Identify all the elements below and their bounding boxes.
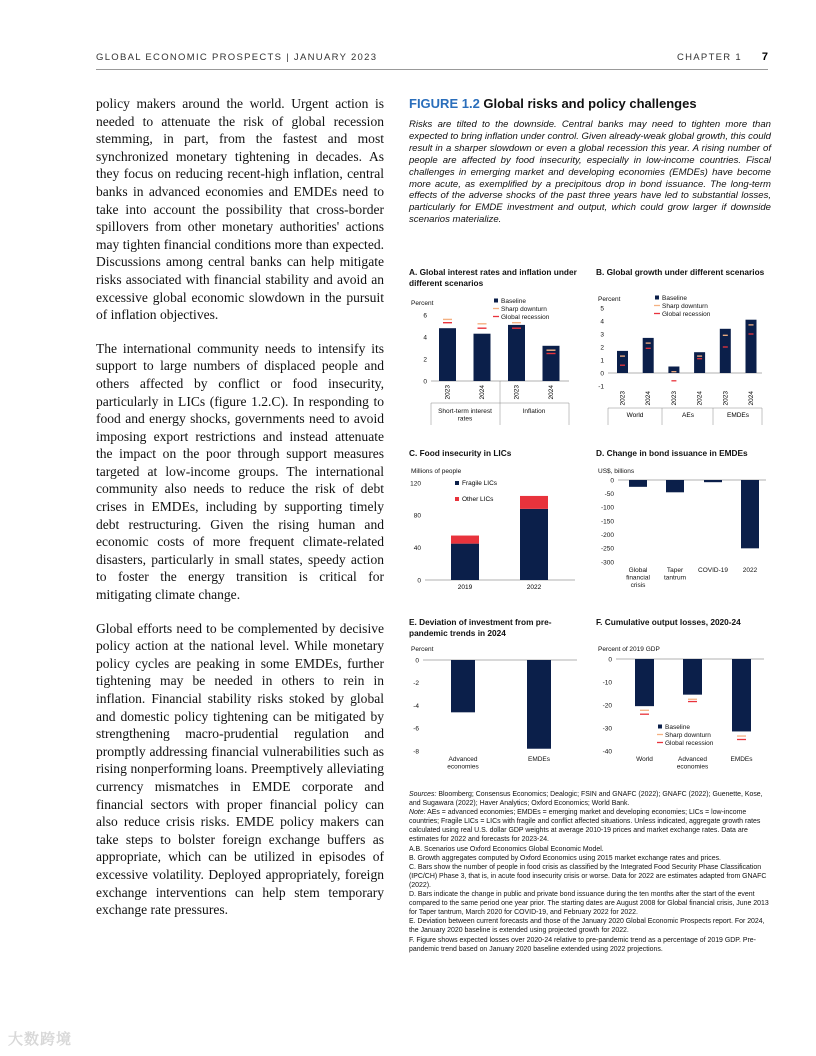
figure-title-text: Global risks and policy challenges bbox=[483, 96, 697, 111]
y-tick-label: -50 bbox=[604, 490, 614, 498]
note-text: E. Deviation between current forecasts and those of the January 2020 Global Economic Prospects report. For 2024, the January 2020 baseline is extended using projected growth for 2022. bbox=[409, 918, 765, 935]
bar-other-lics bbox=[520, 496, 548, 509]
group-label: Inflation bbox=[522, 408, 546, 415]
y-tick-label: 0 bbox=[608, 656, 612, 664]
running-header bbox=[96, 52, 768, 66]
bar-baseline bbox=[746, 320, 757, 373]
figure-label: FIGURE 1.2 bbox=[409, 96, 480, 111]
paragraph: Global efforts need to be complemented by decisive policy action at the national level. While monetary policy cycles are peaking in some EMDEs, further tightening may be needed in others to rein in inflation. Financial stability risks stoked by global and domestic policy tightening can be mitigated by strengthening macro-prudential regulation and promptly addressing financial vulnerabilities such as rising nonperforming loans. Preemptively alleviating currency mismatches in EMDE corporate and financial sectors with proper financial policy can also reduce crisis risks. EMDE policy makers can take steps to bolster foreign exchange buffers as appropriate, which can be utilized in episodes of excessive volatility. Deployed appropriately, foreign exchange interventions can help stem temporary exchange rate pressures. bbox=[96, 620, 384, 918]
bar-bond-issuance bbox=[666, 480, 684, 492]
paragraph: policy makers around the world. Urgent action is needed to attenuate the risk of global recession stemming, in part, from the fastest and most synchronized monetary tightening in decades. As they focus on reducing recent-high inflation, central banks in advanced economies and EMDEs need to take into account the possibility that cross-border spillovers from other monetary authorities' actions may tighten financial conditions more than expected. Discussions among central banks can help mitigate risks associated with financial stability and avoid an excessive global economic slowdown in the pursuit of inflation objectives. bbox=[96, 96, 384, 323]
legend-label: Baseline bbox=[501, 298, 526, 305]
panel-title: D. Change in bond issuance in EMDEs bbox=[596, 448, 748, 458]
x-tick-label: 2022 bbox=[742, 567, 758, 574]
note-text: F. Figure shows expected losses over 2020-24 relative to pre-pandemic trend as a percentage of 2019 GDP. Pre-pandemic trend based on January 2020 baseline extended using 2022 projections. bbox=[409, 936, 756, 953]
header-rule bbox=[96, 69, 768, 70]
bar-fragile-lics bbox=[451, 544, 479, 580]
bar-investment-deviation bbox=[527, 660, 551, 749]
legend-label: Sharp downturn bbox=[665, 732, 711, 739]
note-text: C. Bars show the number of people in food crisis as classified by the Integrated Food Security Phase Classification (IPC/CH) Phase 3, that is, in acute food insecurity crisis or worse. Data for 2022 are estimates adapted from GNAFC (2022). bbox=[409, 863, 767, 889]
bar-baseline bbox=[683, 659, 702, 695]
figure-1-2 bbox=[409, 96, 771, 226]
bar-bond-issuance bbox=[741, 480, 759, 548]
note-line bbox=[409, 854, 771, 863]
legend-label: Other LICs bbox=[462, 496, 494, 503]
y-tick-label: 6 bbox=[423, 312, 427, 320]
watermark: 大数跨境 bbox=[8, 1031, 73, 1048]
chart-d bbox=[596, 466, 776, 601]
figure-notes bbox=[409, 790, 771, 954]
note-text: AEs = advanced economies; EMDEs = emerging market and developing economies; LICs = low-income countries; Fragile LICs = LICs with fragile and conflict affected situations. Unless indicated, aggregate growth rates calculated using real U.S. dollar GDP weights at average 2010-19 prices and market exchange rates. Data are estimates for 2022 and forecasts for 2023-24. bbox=[409, 809, 761, 844]
chart-e bbox=[409, 645, 589, 785]
group-label: AEs bbox=[682, 412, 694, 419]
panel-title: A. Global interest rates and inflation under different scenarios bbox=[409, 267, 577, 288]
y-tick-label: -100 bbox=[600, 504, 614, 512]
panel-b bbox=[596, 267, 776, 437]
legend-label: Sharp downturn bbox=[501, 306, 547, 313]
panel-e bbox=[409, 617, 589, 782]
note-lead: Sources: bbox=[409, 791, 437, 798]
note-line bbox=[409, 863, 771, 890]
chart-f bbox=[596, 645, 776, 785]
y-tick-label: 4 bbox=[600, 318, 604, 326]
legend-swatch-other bbox=[455, 497, 459, 501]
x-tick-label: Taper tantrum bbox=[663, 567, 687, 582]
bar-baseline bbox=[474, 334, 491, 381]
chapter-label: CHAPTER 1 bbox=[676, 52, 742, 63]
y-tick-label: 0 bbox=[417, 577, 421, 585]
y-tick-label: -2 bbox=[413, 680, 419, 688]
group-label: EMDEs bbox=[726, 412, 750, 419]
bar-baseline bbox=[543, 346, 560, 381]
x-tick-label: 2024 bbox=[479, 385, 486, 400]
y-tick-label: -150 bbox=[600, 518, 614, 526]
y-tick-label: 0 bbox=[600, 370, 604, 378]
note-line bbox=[409, 808, 771, 844]
paragraph: The international community needs to intensify its support to large numbers of displaced people and others affected by conflict or food insecurity, particularly in LICs (figure 1.2.C). In responding to food and energy shocks, governments need to avoid imposing export restrictions and instead attenuate the impact on the poor through support measures targeted at low-income groups. The international community also needs to reduce the risk of debt crises in EMDEs, including by supporting timely debt restructuring. Given the rising human and economic costs of more frequent climate-related disasters, particularly in small states, speedy action to foster the energy transition is critical for mitigating climate change. bbox=[96, 340, 384, 603]
legend-label: Fragile LICs bbox=[462, 480, 498, 487]
note-line bbox=[409, 936, 771, 954]
x-tick-label: 2023 bbox=[444, 385, 452, 400]
y-tick-label: 0 bbox=[423, 378, 427, 386]
legend-label: Global recession bbox=[662, 311, 711, 318]
y-tick-label: -200 bbox=[600, 531, 614, 539]
y-tick-label: 4 bbox=[423, 334, 427, 342]
y-axis-label: Percent bbox=[411, 646, 434, 653]
note-text: Bloomberg; Consensus Economics; Dealogic; FSIN and GNAFC (2022); GNAFC (2022); Guenette, Kose, and Sugawara (2022); Haver Analytics; Oxford Economics; World Bank. bbox=[409, 791, 763, 808]
x-tick-label: 2024 bbox=[748, 391, 755, 406]
panel-title: F. Cumulative output losses, 2020-24 bbox=[596, 617, 741, 627]
bar-baseline bbox=[635, 659, 654, 706]
note-line bbox=[409, 917, 771, 935]
legend-label: Baseline bbox=[665, 724, 690, 731]
x-tick-label: COVID-19 bbox=[698, 567, 728, 574]
panel-a bbox=[409, 267, 589, 437]
panel-title: B. Global growth under different scenarios bbox=[596, 267, 765, 277]
bar-investment-deviation bbox=[451, 660, 475, 712]
y-tick-label: -8 bbox=[413, 748, 419, 756]
x-tick-label: World bbox=[636, 756, 653, 763]
x-tick-label: Global financial crisis bbox=[626, 567, 650, 589]
x-tick-label: 2022 bbox=[526, 584, 542, 591]
note-line bbox=[409, 790, 771, 808]
y-tick-label: 5 bbox=[600, 305, 604, 313]
y-tick-label: -30 bbox=[602, 725, 612, 733]
bar-other-lics bbox=[451, 536, 479, 544]
y-tick-label: -1 bbox=[598, 383, 604, 391]
x-tick-label: 2024 bbox=[696, 391, 704, 406]
note-line bbox=[409, 890, 771, 917]
x-tick-label: 2023 bbox=[619, 391, 627, 406]
y-tick-label: 40 bbox=[413, 544, 421, 552]
y-axis-label: Percent bbox=[411, 300, 434, 307]
x-tick-label: 2023 bbox=[722, 391, 730, 406]
figure-description: Risks are tilted to the downside. Central banks may need to tighten more than expected to bring inflation under control. Given already-weak global growth, this could result in a sharper slowdown or even a global recession this year. A rising number of people are affected by food insecurity, especially in low-income countries. Fiscal challenges in emerging market and developing economies (EMDEs) have become more acute, as exemplified by a precipitous drop in bond issuance. The long-term effects of the adverse shocks of the past three years have led to substantial losses, particularly for EMDE investment and output, which could grow larger if downside scenarios materialize. bbox=[409, 119, 771, 226]
legend-label: Sharp downturn bbox=[662, 303, 708, 310]
y-tick-label: 2 bbox=[600, 344, 604, 352]
panel-d bbox=[596, 448, 776, 598]
note-text: B. Growth aggregates computed by Oxford Economics using 2015 market exchange rates and prices. bbox=[409, 854, 721, 862]
y-axis-label: Percent bbox=[598, 296, 621, 303]
note-text: D. Bars indicate the change in public and private bond issuance during the ten months after the start of the event compared to the same period one year prior. The starting dates are August 2008 for Global financial crisis, June 2013 for Taper tantrum, March 2020 for COVID-19, and February 2022 for 2022. bbox=[409, 891, 769, 917]
legend-label: Baseline bbox=[662, 295, 687, 302]
chart-b bbox=[596, 295, 776, 435]
figure-title bbox=[409, 96, 771, 111]
bar-fragile-lics bbox=[520, 509, 548, 580]
panel-f bbox=[596, 617, 776, 782]
chart-a bbox=[409, 295, 589, 435]
y-axis-label: US$, billions bbox=[598, 468, 635, 475]
chart-c bbox=[409, 466, 589, 601]
y-tick-label: 3 bbox=[600, 331, 604, 339]
panel-title: C. Food insecurity in LICs bbox=[409, 448, 512, 458]
note-lead: Note: bbox=[409, 809, 426, 817]
publication-title: GLOBAL ECONOMIC PROSPECTS | JANUARY 2023 bbox=[96, 52, 378, 63]
panel-title: E. Deviation of investment from pre-pandemic trends in 2024 bbox=[409, 617, 552, 638]
y-axis-label: Millions of people bbox=[411, 468, 462, 475]
y-tick-label: 0 bbox=[415, 657, 419, 665]
group-label: World bbox=[626, 412, 644, 419]
legend-swatch-fragile bbox=[455, 481, 459, 485]
x-tick-label: 2024 bbox=[645, 391, 653, 406]
y-tick-label: -300 bbox=[600, 559, 614, 567]
legend-label: Global recession bbox=[665, 740, 714, 747]
x-tick-label: 2023 bbox=[513, 385, 521, 400]
note-line bbox=[409, 845, 771, 854]
x-tick-label: Advanced economies bbox=[447, 756, 479, 771]
legend-swatch-baseline bbox=[655, 296, 659, 300]
y-tick-label: -250 bbox=[600, 545, 614, 553]
y-tick-label: -20 bbox=[602, 702, 612, 710]
y-tick-label: 120 bbox=[410, 480, 421, 488]
y-tick-label: 0 bbox=[610, 477, 614, 485]
y-tick-label: -6 bbox=[413, 725, 419, 733]
y-tick-label: 2 bbox=[423, 356, 427, 364]
y-tick-label: -10 bbox=[602, 679, 612, 687]
bar-baseline bbox=[617, 351, 628, 373]
bar-bond-issuance bbox=[629, 480, 647, 487]
panel-c bbox=[409, 448, 589, 598]
bar-baseline bbox=[508, 325, 525, 381]
page-number: 7 bbox=[761, 51, 768, 63]
y-tick-label: 1 bbox=[600, 357, 604, 365]
x-tick-label: Advanced economies bbox=[676, 756, 709, 771]
bar-baseline bbox=[439, 328, 456, 381]
note-text: A.B. Scenarios use Oxford Economics Global Economic Model. bbox=[409, 845, 604, 853]
x-tick-label: 2024 bbox=[548, 385, 555, 400]
y-tick-label: -4 bbox=[413, 702, 419, 710]
bar-baseline bbox=[732, 659, 751, 731]
y-tick-label: 80 bbox=[413, 512, 421, 520]
x-tick-label: EMDEs bbox=[527, 756, 551, 763]
y-axis-label: Percent of 2019 GDP bbox=[598, 646, 660, 653]
bar-baseline bbox=[694, 352, 705, 373]
legend-label: Global recession bbox=[501, 314, 550, 321]
legend-swatch-baseline bbox=[658, 725, 662, 729]
y-tick-label: -40 bbox=[602, 748, 612, 756]
legend-swatch-baseline bbox=[494, 299, 498, 303]
bar-bond-issuance bbox=[704, 480, 722, 482]
group-label: Short-term interest rates bbox=[438, 408, 492, 423]
body-text bbox=[96, 95, 384, 935]
x-tick-label: 2023 bbox=[670, 391, 678, 406]
x-tick-label: 2019 bbox=[457, 584, 473, 591]
x-tick-label: EMDEs bbox=[730, 756, 753, 763]
